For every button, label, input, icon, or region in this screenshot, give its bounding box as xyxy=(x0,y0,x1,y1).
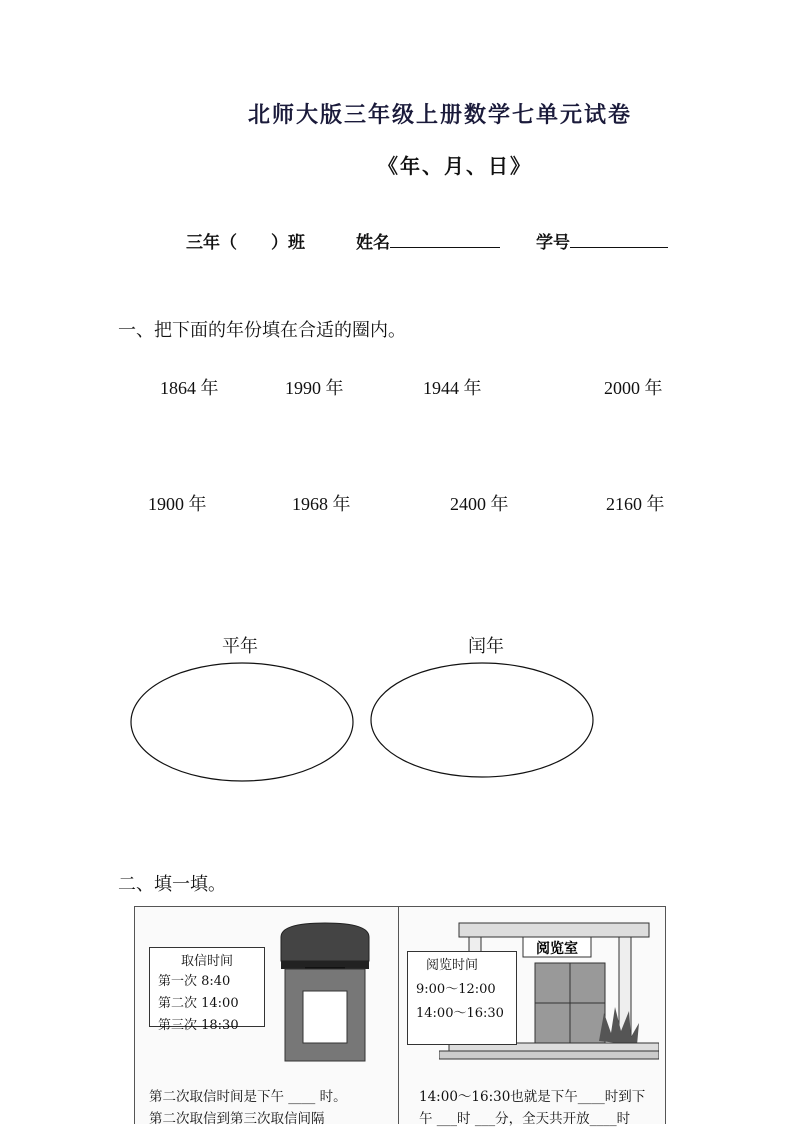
section2-heading: 二、填一填。 xyxy=(118,874,226,895)
year-item: 2160 年 xyxy=(606,494,665,514)
year-item: 2400 年 xyxy=(450,494,509,514)
reading-room-sign: 阅览室 xyxy=(536,941,578,957)
reading-question-line1: 14:00～16:30也就是下午____时到下 xyxy=(419,1089,646,1105)
common-year-circle[interactable] xyxy=(131,663,353,781)
pickup-row: 第一次 8:40 xyxy=(158,974,231,989)
year-item: 2000 年 xyxy=(604,378,663,398)
pickup-time-box xyxy=(149,947,265,1033)
number-blank[interactable] xyxy=(570,229,668,248)
page-title: 北师大版三年级上册数学七单元试卷 xyxy=(248,102,633,128)
section1-heading: 一、把下面的年份填在合适的圈内。 xyxy=(118,320,406,341)
name-label: 姓名 xyxy=(356,233,390,253)
year-item: 1864 年 xyxy=(160,378,219,398)
name-blank[interactable] xyxy=(390,229,500,248)
reading-time-box xyxy=(407,951,517,1045)
name-field[interactable] xyxy=(356,228,500,253)
number-label: 学号 xyxy=(536,233,570,253)
pickup-row: 第二次 14:00 xyxy=(158,996,239,1011)
mailbox-icon xyxy=(275,921,375,1063)
mail-question-line2: 第二次取信到第三次取信间隔 xyxy=(149,1111,325,1127)
mail-panel xyxy=(134,906,400,1127)
year-item: 1968 年 xyxy=(292,494,351,514)
page-subtitle: 《年、月、日》 xyxy=(378,154,532,178)
pickup-box-title: 取信时间 xyxy=(180,954,233,969)
year-item: 1990 年 xyxy=(285,378,344,398)
reading-time-row: 14:00～16:30 xyxy=(416,1006,504,1021)
pickup-row: 第三次 18:30 xyxy=(158,1018,239,1033)
answer-circles xyxy=(128,660,598,786)
reading-question-line2: 午 ___时 ___分，全天共开放____时 xyxy=(419,1111,631,1127)
reading-room-panel xyxy=(398,906,666,1127)
class-field[interactable] xyxy=(186,228,305,253)
leap-year-label: 闰年 xyxy=(468,636,504,657)
common-year-label: 平年 xyxy=(222,636,258,657)
year-item: 1944 年 xyxy=(423,378,482,398)
leap-year-circle[interactable] xyxy=(371,663,593,777)
class-label: 三年（ ）班 xyxy=(186,233,305,253)
number-field[interactable] xyxy=(536,228,668,253)
year-item: 1900 年 xyxy=(148,494,207,514)
reading-box-title: 阅览时间 xyxy=(426,958,479,973)
mail-question-line1: 第二次取信时间是下午 ____ 时。 xyxy=(149,1089,347,1105)
reading-time-row: 9:00～12:00 xyxy=(416,982,496,997)
